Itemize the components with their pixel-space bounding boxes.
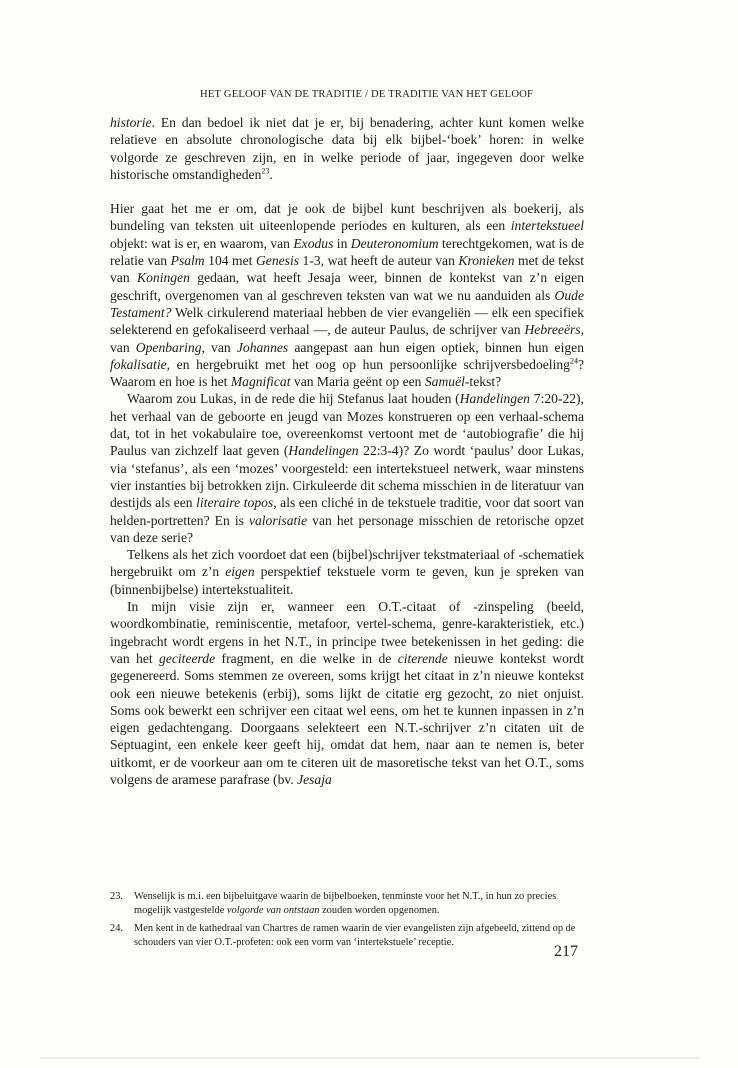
paragraph-2: Hier gaat het me er om, dat je ook de bijbel kunt beschrijven als boekerij, als bundeling van teksten uit uiteenlopende periodes en kulturen, als een intertekstueel objekt: wat is er, en waarom, van Exodus in Deuteronomium terechtgekomen, wat is de relatie van Psalm 104 met Genesis 1-3, wat heeft de auteur van Kronieken met de tekst van Koningen gedaan, wat heeft Jesaja weer, binnen de kontekst van z’n eigen geschrift, overgenomen van al geschreven teksten van wat we nu aanduiden als Oude Testament? Welk cirkulerend materiaal hebben de vier evangeliën — elk een specifiek selekterend en gefokaliseerd verhaal —, de auteur Paulus, de schrijver van Hebreeërs, van Openbaring, van Johannes aangepast aan hun eigen optiek, binnen hun eigen fokalisatie, en hergebruikt met het oog op hun persoonlijke schrijversbedoeling$^{24}$? Waarom en hoe is het Magnificat van Maria geënt op een Samuël-tekst? [110, 201, 584, 390]
footnote-23: 23. Wenselijk is m.i. een bijbeluitgave waarin de bijbelboeken, tenminste voor het N.T., in hun zo precies mogelijk vastgestelde volgorde van ontstaan zouden worden opgenomen. [110, 891, 557, 917]
footnote-24: 24. Men kent in de kathedraal van Chartres de ramen waarin de vier evangelisten zijn afgebeeld, zittend op de schouders van vier O.T.-profeten: ook een vorm van ‘intertekstuele’ receptie. [110, 922, 576, 948]
footnotes [110, 890, 584, 953]
running-header: HET GELOOF VAN DE TRADITIE / DE TRADITIE VAN HET GELOOF [200, 89, 534, 100]
footnote-ref-23[interactable]: 23 [261, 166, 270, 176]
main-text [110, 114, 584, 788]
footnote-ref-24[interactable]: 24 [569, 356, 578, 366]
paragraph-3: Waarom zou Lukas, in de rede die hij Stefanus laat houden (Handelingen 7:20-22), het verhaal van de geboorte en jeugd van Mozes konstrueren op een verhaal-schema dat, tot in het vokabulaire toe, overeenkomst vertoont met de ‘autobiografie’ die hij Paulus van zichzelf laat geven (Handelingen 22:3-4)? Zo wordt ‘paulus’ door Lukas, via ‘stefanus’, als een ‘mozes’ voorgesteld: een intertekstueel netwerk, waar minstens vier instanties bij betrokken zijn. Cirkuleerde dit schema misschien in de literatuur van destijds als een literaire topos, als een cliché in de tekstuele traditie, voor dat soort van helden-portretten? En is valorisatie van het personage misschien de retorische opzet van deze serie? [110, 391, 585, 545]
page-edge-shadow [40, 1057, 700, 1059]
italic-historie: historie [110, 115, 152, 130]
paragraph-4: Telkens als het zich voordoet dat een (bijbel)schrijver tekstmateriaal of -schematiek hergebruikt om z’n eigen perspektief tekstuele vorm te geven, kun je spreken van (binnenbijbelse) intertekstualiteit. [110, 547, 584, 597]
paragraph-5: In mijn visie zijn er, wanneer een O.T.-citaat of -zinspeling (beeld, woordkombinatie, reminiscentie, metafoor, vertel-schema, genre-karakteristiek, etc.) ingebracht wordt ergens in het N.T., in principe twee betekenissen in het geding: die van het geciteerde fragment, en die welke in de citerende nieuwe kontekst wordt gegenereerd. Soms stemmen ze overeen, soms krijgt het citaat in z’n nieuwe kontekst ook een nieuwe betekenis (erbij), soms lijkt de citatie erg gezocht, zo niet onjuist. Soms ook bewerkt een schrijver een citaat wel eens, om het te kunnen inpassen in z’n eigen gedachtengang. Doorgaans selekteert een N.T.-schrijver z’n citaten uit de Septuagint, een enkele keer geeft hij, omdat dat hem, naar aan te nemen is, beter uitkomt, er de voorkeur aan om te citeren uit de masoretische tekst van het O.T., soms volgens de aramese parafrase (bv. Jesaja [110, 599, 584, 787]
page-number: 217 [554, 943, 578, 960]
paragraph-1: historie. En dan bedoel ik niet dat je er, bij benadering, achter kunt komen welke relatieve en absolute chronologische data bij elk bijbel-‘boek’ horen: in welke volgorde ze geschreven zijn, en in welke periode of jaar, ingegeven door welke historische omstandigheden$^{23}$. [110, 115, 584, 182]
